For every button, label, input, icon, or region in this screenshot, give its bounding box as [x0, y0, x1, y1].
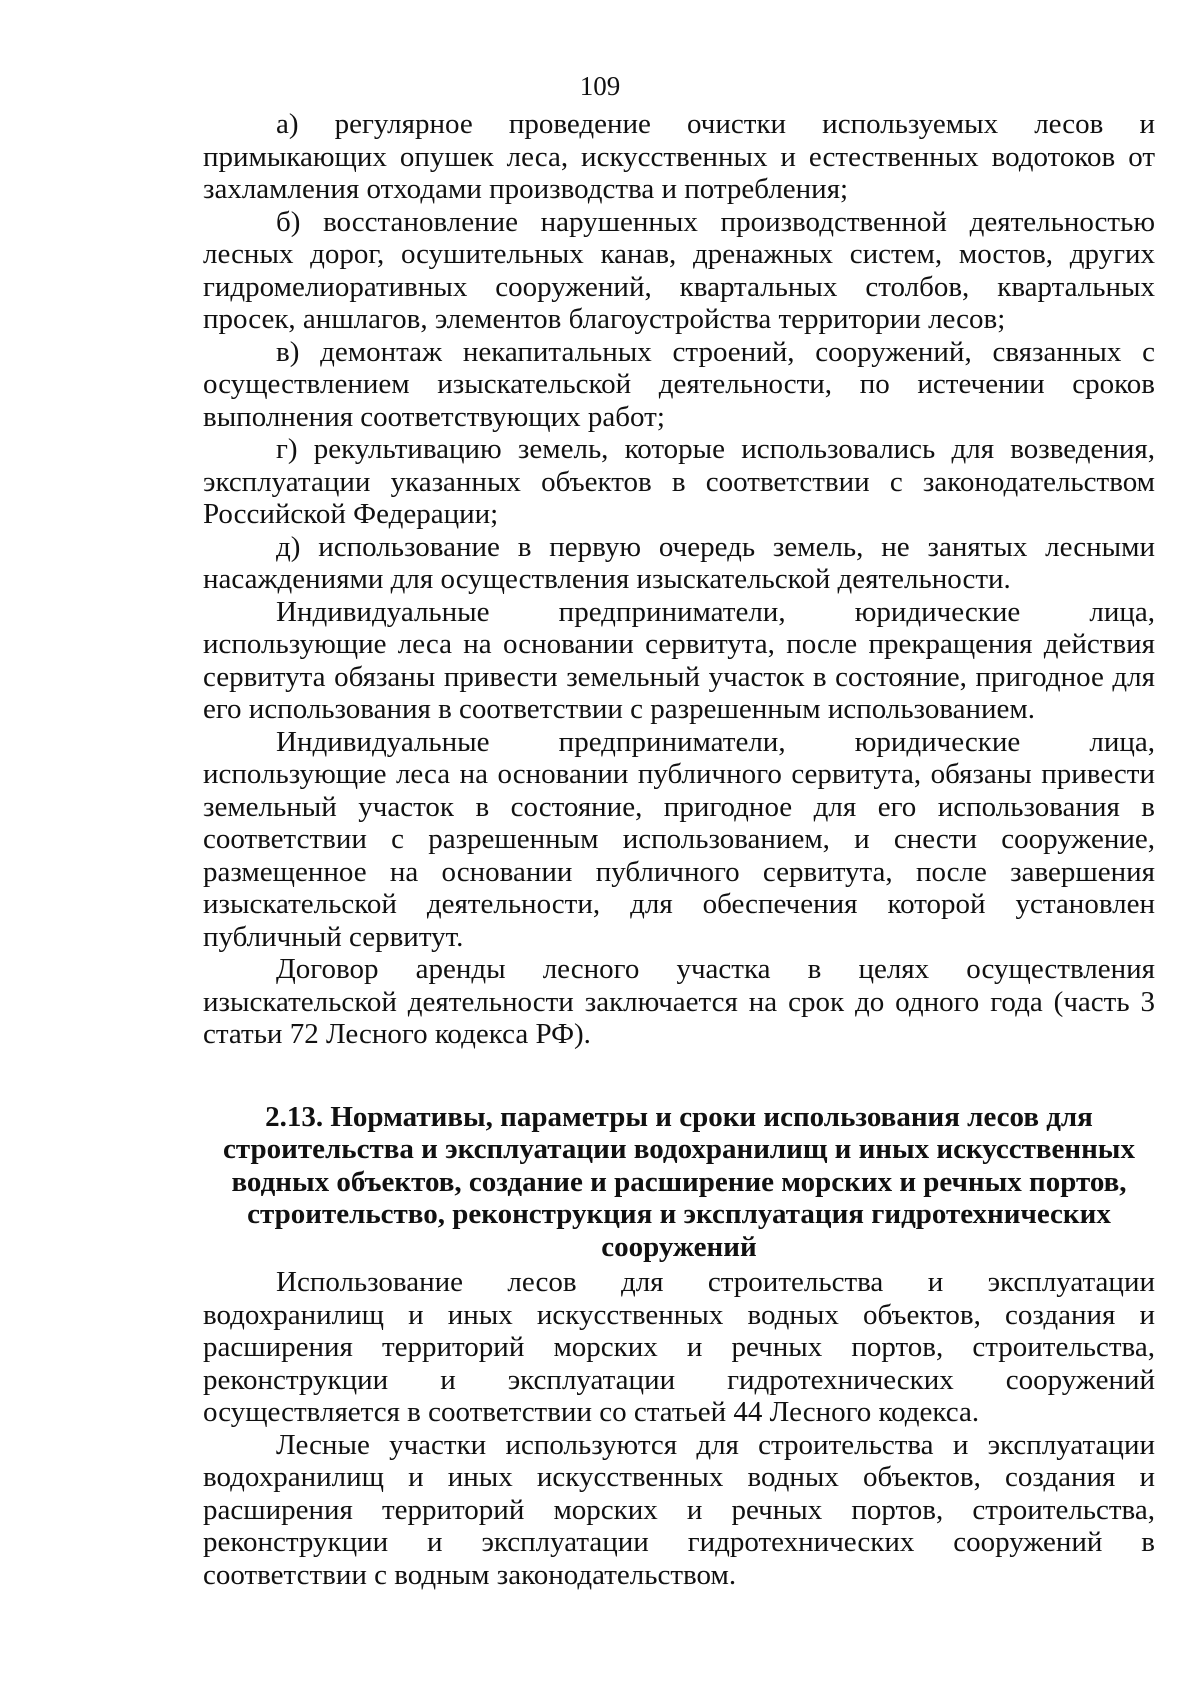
paragraph-item-v: в) демонтаж некапитальных строений, сооружений, связанных с осуществлением изыскательской деятельности, по истечении сроков выполнения соответствующих работ;	[203, 335, 1155, 433]
paragraph-item-a: а) регулярное проведение очистки используемых лесов и примыкающих опушек леса, искусственных и естественных водотоков от захламления отходами производства и потребления;	[203, 108, 1155, 205]
section-heading-2-13: 2.13. Нормативы, параметры и сроки использования лесов для строительства и эксплуатации водохранилищ и иных искусственных водных объектов, создание и расширение морских и речных портов, строительство, реконструкция и эксплуатация гидротехнических сооружений	[223, 1100, 1135, 1263]
paragraph-item-d: д) использование в первую очередь земель, не занятых лесными насаждениями для осуществления изыскательской деятельности.	[203, 530, 1155, 595]
paragraph-forest-use: Использование лесов для строительства и эксплуатации водохранилищ и иных искусственных водных объектов, создания и расширения территорий морских и речных портов, строительства, реконструкции и эксплуатации гидротехнических сооружений осуществляется в соответствии со статьей 44 Лесного кодекса.	[203, 1266, 1155, 1428]
paragraph-servitude: Индивидуальные предприниматели, юридические лица, использующие леса на основании сервитута, после прекращения действия сервитута обязаны привести земельный участок в состояние, пригодное для его использования в соответствии с разрешенным использованием.	[203, 595, 1155, 725]
paragraph-item-g: г) рекультивацию земель, которые использовались для возведения, эксплуатации указанных объектов в соответствии с законодательством Российской Федерации;	[203, 433, 1155, 530]
paragraph-forest-plots: Лесные участки используются для строительства и эксплуатации водохранилищ и иных искусственных водных объектов, создания и расширения территорий морских и речных портов, строительства, реконструкции и эксплуатации гидротехнических сооружений в соответствии с водным законодательством.	[203, 1428, 1155, 1591]
document-body	[203, 108, 1155, 1591]
paragraph-item-b: б) восстановление нарушенных производственной деятельностью лесных дорог, осушительных канав, дренажных систем, мостов, других гидромелиоративных сооружений, квартальных столбов, квартальных просек, аншлагов, элементов благоустройства территории лесов;	[203, 205, 1155, 335]
paragraph-lease-agreement: Договор аренды лесного участка в целях осуществления изыскательской деятельности заключается на срок до одного года (часть 3 статьи 72 Лесного кодекса РФ).	[203, 953, 1155, 1050]
paragraph-public-servitude: Индивидуальные предприниматели, юридические лица, использующие леса на основании публичного сервитута, обязаны привести земельный участок в состояние, пригодное для его использования в соответствии с разрешенным использованием, и снести сооружение, размещенное на основании публичного сервитута, после завершения изыскательской деятельности, для обеспечения которой установлен публичный сервитут.	[203, 725, 1155, 953]
page-number: 109	[579, 71, 621, 101]
